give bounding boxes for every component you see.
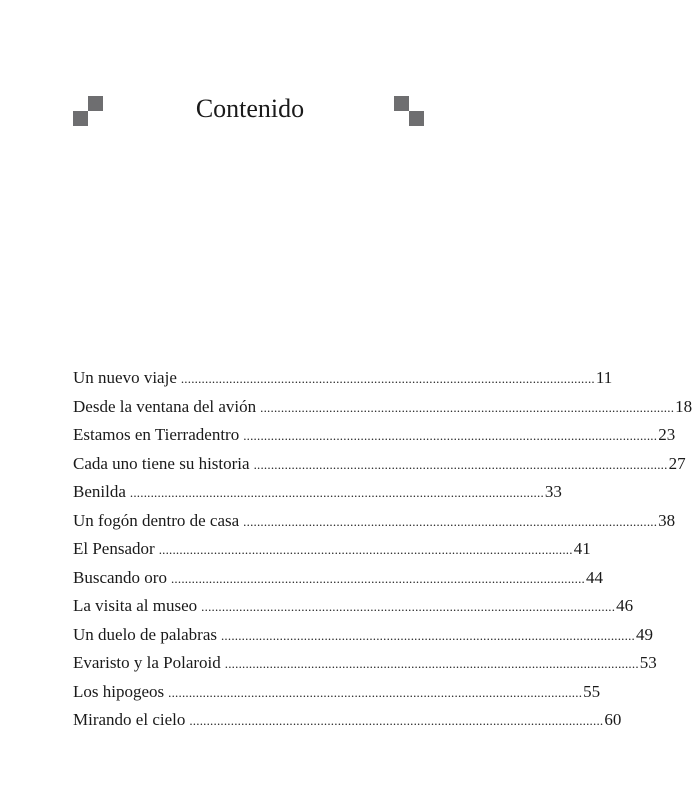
toc-chapter-title: Un fogón dentro de casa [73, 510, 240, 530]
toc-page-number: 41 [573, 539, 591, 558]
toc-chapter-title: Los hipogeos [73, 681, 165, 701]
toc-chapter-title: Benilda [73, 482, 126, 501]
toc-entry [73, 507, 676, 536]
ornament-right [394, 96, 424, 126]
toc-leader-dots: ........................................................................................................................ [158, 542, 573, 557]
ornament-square [409, 111, 424, 126]
toc-entry [73, 706, 622, 735]
toc-chapter-title: El Pensador [73, 539, 155, 558]
toc-entry [73, 621, 653, 650]
ornament-square [394, 96, 409, 111]
page-title: Contenido [195, 94, 305, 123]
toc-page-number: 11 [595, 368, 613, 387]
toc-leader-dots: ........................................................................................................................ [201, 599, 616, 614]
toc-entry [73, 421, 676, 450]
toc-page-number: 53 [639, 653, 657, 672]
toc-leader-dots: ........................................................................................................................ [243, 428, 658, 443]
toc-entry [73, 678, 601, 707]
toc-page-number: 23 [658, 425, 676, 444]
toc-page-number: 18 [675, 396, 692, 416]
toc-chapter-title: Mirando el cielo [73, 710, 186, 729]
toc-entry [73, 649, 657, 678]
toc-page-number: 55 [583, 681, 601, 701]
toc-chapter-title: Evaristo y la Polaroid [73, 653, 221, 672]
toc-leader-dots: ........................................................................................................................ [189, 713, 604, 728]
toc-entry [73, 364, 613, 393]
toc-entry [73, 564, 603, 593]
toc-leader-dots: ........................................................................................................................ [243, 513, 658, 529]
toc-leader-dots: ........................................................................................................................ [220, 627, 635, 643]
toc-leader-dots: ........................................................................................................................ [170, 570, 585, 586]
table-of-contents [73, 364, 692, 735]
toc-chapter-title: Cada uno tiene su historia [73, 453, 250, 473]
toc-page-number: 60 [604, 710, 622, 729]
toc-leader-dots: ........................................................................................................................ [260, 399, 675, 415]
toc-page-number: 33 [544, 482, 562, 501]
toc-leader-dots: ........................................................................................................................ [224, 656, 639, 671]
toc-entry [73, 478, 562, 507]
toc-chapter-title: Desde la ventana del avión [73, 396, 257, 416]
toc-entry [73, 393, 692, 422]
toc-chapter-title: Un nuevo viaje [73, 368, 177, 387]
toc-entry [73, 535, 591, 564]
toc-leader-dots: ........................................................................................................................ [168, 684, 583, 700]
toc-leader-dots: ........................................................................................................................ [180, 371, 595, 386]
toc-chapter-title: La visita al museo [73, 596, 198, 615]
toc-entry [73, 592, 634, 621]
toc-chapter-title: Buscando oro [73, 567, 167, 587]
toc-page-number: 49 [635, 624, 653, 644]
toc-page-number: 38 [658, 510, 676, 530]
toc-page-number: 27 [668, 453, 686, 473]
toc-chapter-title: Un duelo de palabras [73, 624, 217, 644]
toc-page-number: 44 [585, 567, 603, 587]
toc-entry [73, 450, 686, 479]
toc-leader-dots: ........................................................................................................................ [129, 485, 544, 500]
toc-page-number: 46 [616, 596, 634, 615]
toc-leader-dots: ........................................................................................................................ [253, 456, 668, 472]
toc-chapter-title: Estamos en Tierradentro [73, 425, 240, 444]
